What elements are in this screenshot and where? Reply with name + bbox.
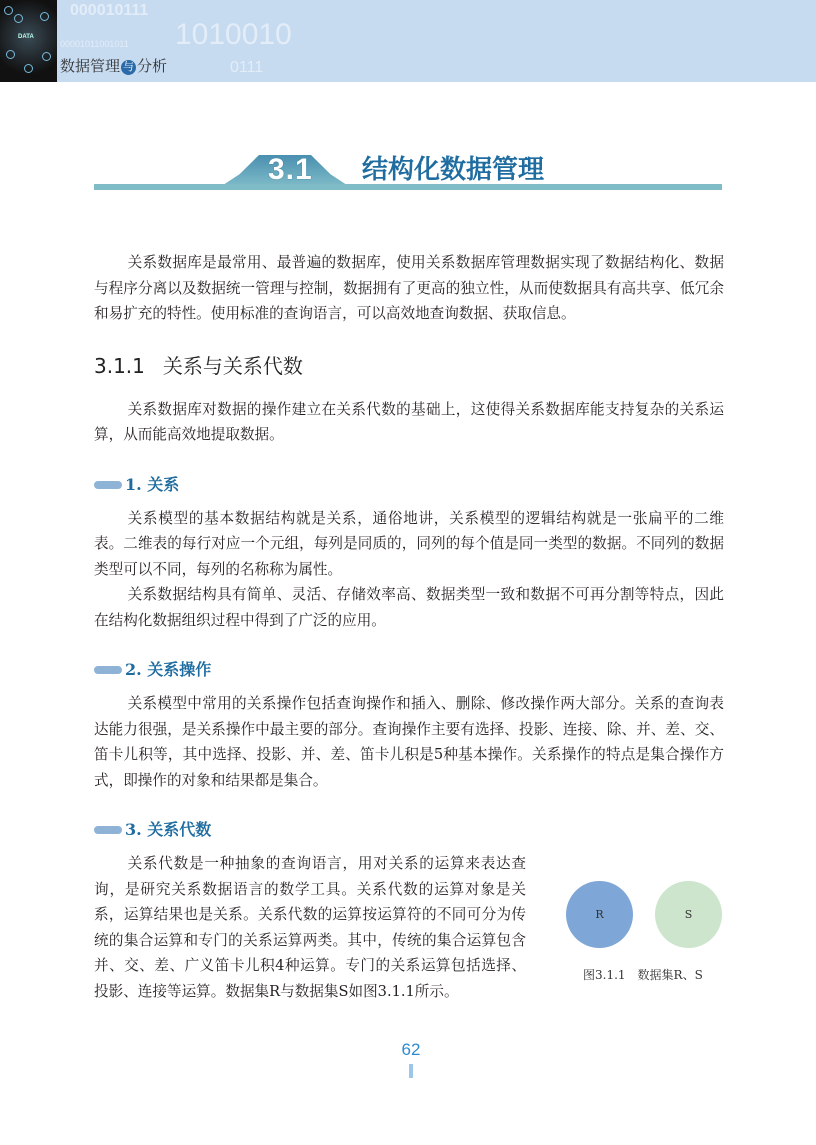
subsection-title: 关系与关系代数: [162, 353, 303, 378]
image-label: DATA: [18, 34, 34, 40]
book-title-part: 分析: [137, 58, 168, 75]
section-number: 3.1: [268, 153, 313, 186]
part3-body: [94, 851, 724, 1004]
figure: [566, 881, 722, 983]
book-title: [60, 58, 167, 76]
part-heading-text: 2. 关系操作: [125, 660, 212, 679]
heading-bar-icon: [94, 666, 122, 674]
intro-paragraph: 关系数据库是最常用、最普遍的数据库，使用关系数据库管理数据实现了数据结构化、数据与程序分离以及数据统一管理与控制，数据拥有了更高的独立性，从而使数据具有高共享、低冗余和易扩充的特性。使用标准的查询语言，可以高效地查询数据、获取信息。: [94, 254, 724, 322]
part-heading-text: 3. 关系代数: [125, 820, 212, 839]
page-header: [0, 0, 816, 82]
subsection-heading: [94, 353, 724, 379]
dataset-r-circle: R: [566, 881, 633, 948]
subsection-number: 3.1.1: [94, 353, 145, 378]
page-footer: [396, 1040, 426, 1078]
figure-datasets: [566, 881, 722, 949]
section-title: 结构化数据管理: [362, 155, 545, 185]
paragraph: 关系代数是一种抽象的查询语言，用对关系的运算来表达查询，是研究关系数据语言的数学工具。关系代数的运算对象是关系，运算结果也是关系。关系代数的运算按运算符的不同可分为传统的集合运算和专门的关系运算两类。其中，传统的集合运算包含并、交、差、广义笛卡儿积4种运算。专门的关系运算包括选择、投影、连接等运算。数据集R与数据集S如图3.1.1所示。: [94, 855, 526, 1000]
paragraph: 关系数据结构具有简单、灵活、存储效率高、数据类型一致和数据不可再分割等特点，因此在结构化数据组织过程中得到了广泛的应用。: [94, 586, 724, 629]
part-heading: [94, 659, 724, 681]
binary-decoration: 0111: [230, 59, 264, 76]
page-marker: [409, 1064, 413, 1078]
heading-bar-icon: [94, 826, 122, 834]
part-heading: [94, 474, 724, 496]
subsection-intro: 关系数据库对数据的操作建立在关系代数的基础上，这使得关系数据库能支持复杂的关系运算，从而能高效地提取数据。: [94, 400, 724, 443]
book-title-part: 数据管理: [60, 58, 121, 75]
part-heading: [94, 819, 724, 841]
part-heading-text: 1. 关系: [125, 474, 180, 494]
binary-decoration: 000010111: [70, 2, 149, 19]
binary-decoration: 1010010: [175, 18, 292, 51]
heading-bar-icon: [94, 481, 122, 489]
data-management-image: [0, 0, 57, 82]
page-number: 62: [401, 1040, 421, 1059]
page-content: [94, 250, 724, 1078]
dataset-s-circle: S: [655, 881, 722, 948]
connector-badge: 与: [123, 60, 135, 73]
paragraph: 关系模型的基本数据结构就是关系，通俗地讲，关系模型的逻辑结构就是一张扁平的二维表。二维表的每行对应一个元组，每列是同质的，同列的每个值是同一类型的数据。不同列的数据类型可以不同，每列的名称称为属性。: [94, 509, 724, 578]
paragraph: 关系模型中常用的关系操作包括查询操作和插入、删除、修改操作两大部分。关系的查询表达能力很强，是关系操作中最主要的部分。查询操作主要有选择、投影、连接、除、并、差、交、笛卡儿积等，其中选择、投影、并、差、笛卡儿积是5种基本操作。关系操作的特点是集合操作方式，即操作的对象和结果都是集合。: [94, 695, 724, 789]
binary-decoration: 00001011001011: [60, 39, 129, 49]
figure-caption: 图3.1.1 数据集R、S: [583, 968, 703, 982]
